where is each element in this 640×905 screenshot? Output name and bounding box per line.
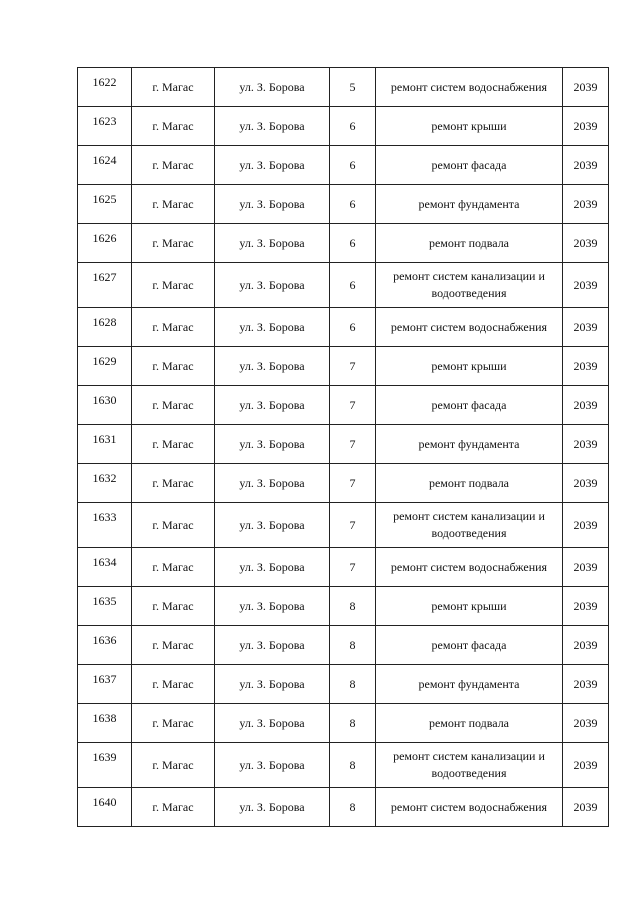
city-cell: г. Магас bbox=[132, 548, 215, 587]
year-cell: 2039 bbox=[563, 224, 609, 263]
table-row bbox=[78, 308, 609, 347]
work-type-cell: ремонт фасада bbox=[376, 146, 563, 185]
city-cell: г. Магас bbox=[132, 386, 215, 425]
row-number: 1625 bbox=[78, 185, 132, 224]
table-row bbox=[78, 386, 609, 425]
year-cell: 2039 bbox=[563, 185, 609, 224]
work-type-cell: ремонт фундамента bbox=[376, 185, 563, 224]
city-cell: г. Магас bbox=[132, 626, 215, 665]
table-row bbox=[78, 146, 609, 185]
year-cell: 2039 bbox=[563, 788, 609, 827]
row-number: 1627 bbox=[78, 263, 132, 308]
street-cell: ул. З. Борова bbox=[215, 548, 330, 587]
row-number: 1628 bbox=[78, 308, 132, 347]
repair-schedule-table bbox=[77, 67, 609, 827]
table-row bbox=[78, 263, 609, 308]
row-number: 1626 bbox=[78, 224, 132, 263]
row-number: 1640 bbox=[78, 788, 132, 827]
table-row bbox=[78, 347, 609, 386]
row-number: 1639 bbox=[78, 743, 132, 788]
house-number-cell: 6 bbox=[330, 185, 376, 224]
work-type-cell: ремонт систем канализации и водоотведения bbox=[376, 743, 563, 788]
city-cell: г. Магас bbox=[132, 503, 215, 548]
street-cell: ул. З. Борова bbox=[215, 224, 330, 263]
row-number: 1635 bbox=[78, 587, 132, 626]
house-number-cell: 6 bbox=[330, 146, 376, 185]
work-type-cell: ремонт крыши bbox=[376, 587, 563, 626]
house-number-cell: 7 bbox=[330, 548, 376, 587]
house-number-cell: 8 bbox=[330, 788, 376, 827]
city-cell: г. Магас bbox=[132, 464, 215, 503]
work-type-cell: ремонт систем канализации и водоотведения bbox=[376, 263, 563, 308]
street-cell: ул. З. Борова bbox=[215, 665, 330, 704]
house-number-cell: 8 bbox=[330, 704, 376, 743]
house-number-cell: 5 bbox=[330, 68, 376, 107]
work-type-cell: ремонт подвала bbox=[376, 464, 563, 503]
street-cell: ул. З. Борова bbox=[215, 503, 330, 548]
table-row bbox=[78, 626, 609, 665]
street-cell: ул. З. Борова bbox=[215, 626, 330, 665]
city-cell: г. Магас bbox=[132, 224, 215, 263]
city-cell: г. Магас bbox=[132, 107, 215, 146]
street-cell: ул. З. Борова bbox=[215, 425, 330, 464]
year-cell: 2039 bbox=[563, 146, 609, 185]
house-number-cell: 7 bbox=[330, 386, 376, 425]
table-row bbox=[78, 425, 609, 464]
year-cell: 2039 bbox=[563, 665, 609, 704]
city-cell: г. Магас bbox=[132, 743, 215, 788]
year-cell: 2039 bbox=[563, 386, 609, 425]
work-type-cell: ремонт фундамента bbox=[376, 425, 563, 464]
row-number: 1638 bbox=[78, 704, 132, 743]
year-cell: 2039 bbox=[563, 503, 609, 548]
row-number: 1623 bbox=[78, 107, 132, 146]
house-number-cell: 7 bbox=[330, 425, 376, 464]
table-row bbox=[78, 788, 609, 827]
year-cell: 2039 bbox=[563, 425, 609, 464]
house-number-cell: 6 bbox=[330, 224, 376, 263]
house-number-cell: 8 bbox=[330, 665, 376, 704]
table-row bbox=[78, 107, 609, 146]
row-number: 1624 bbox=[78, 146, 132, 185]
row-number: 1636 bbox=[78, 626, 132, 665]
year-cell: 2039 bbox=[563, 347, 609, 386]
year-cell: 2039 bbox=[563, 263, 609, 308]
work-type-cell: ремонт крыши bbox=[376, 107, 563, 146]
year-cell: 2039 bbox=[563, 587, 609, 626]
work-type-cell: ремонт подвала bbox=[376, 224, 563, 263]
work-type-cell: ремонт фасада bbox=[376, 626, 563, 665]
row-number: 1637 bbox=[78, 665, 132, 704]
row-number: 1634 bbox=[78, 548, 132, 587]
table-row bbox=[78, 704, 609, 743]
year-cell: 2039 bbox=[563, 743, 609, 788]
city-cell: г. Магас bbox=[132, 704, 215, 743]
table-row bbox=[78, 185, 609, 224]
work-type-cell: ремонт фундамента bbox=[376, 665, 563, 704]
row-number: 1622 bbox=[78, 68, 132, 107]
street-cell: ул. З. Борова bbox=[215, 788, 330, 827]
house-number-cell: 7 bbox=[330, 464, 376, 503]
street-cell: ул. З. Борова bbox=[215, 263, 330, 308]
table-row bbox=[78, 464, 609, 503]
street-cell: ул. З. Борова bbox=[215, 107, 330, 146]
house-number-cell: 7 bbox=[330, 347, 376, 386]
table-row bbox=[78, 548, 609, 587]
house-number-cell: 8 bbox=[330, 587, 376, 626]
city-cell: г. Магас bbox=[132, 788, 215, 827]
city-cell: г. Магас bbox=[132, 665, 215, 704]
work-type-cell: ремонт подвала bbox=[376, 704, 563, 743]
city-cell: г. Магас bbox=[132, 425, 215, 464]
row-number: 1633 bbox=[78, 503, 132, 548]
house-number-cell: 8 bbox=[330, 743, 376, 788]
work-type-cell: ремонт фасада bbox=[376, 386, 563, 425]
house-number-cell: 8 bbox=[330, 626, 376, 665]
row-number: 1630 bbox=[78, 386, 132, 425]
table-row bbox=[78, 68, 609, 107]
city-cell: г. Магас bbox=[132, 263, 215, 308]
work-type-cell: ремонт систем канализации и водоотведения bbox=[376, 503, 563, 548]
work-type-cell: ремонт крыши bbox=[376, 347, 563, 386]
year-cell: 2039 bbox=[563, 704, 609, 743]
work-type-cell: ремонт систем водоснабжения bbox=[376, 548, 563, 587]
street-cell: ул. З. Борова bbox=[215, 743, 330, 788]
work-type-cell: ремонт систем водоснабжения bbox=[376, 68, 563, 107]
table-row bbox=[78, 665, 609, 704]
city-cell: г. Магас bbox=[132, 146, 215, 185]
city-cell: г. Магас bbox=[132, 185, 215, 224]
year-cell: 2039 bbox=[563, 548, 609, 587]
street-cell: ул. З. Борова bbox=[215, 704, 330, 743]
row-number: 1631 bbox=[78, 425, 132, 464]
table-row bbox=[78, 503, 609, 548]
row-number: 1629 bbox=[78, 347, 132, 386]
year-cell: 2039 bbox=[563, 626, 609, 665]
street-cell: ул. З. Борова bbox=[215, 308, 330, 347]
house-number-cell: 7 bbox=[330, 503, 376, 548]
year-cell: 2039 bbox=[563, 107, 609, 146]
street-cell: ул. З. Борова bbox=[215, 347, 330, 386]
street-cell: ул. З. Борова bbox=[215, 185, 330, 224]
street-cell: ул. З. Борова bbox=[215, 386, 330, 425]
city-cell: г. Магас bbox=[132, 587, 215, 626]
city-cell: г. Магас bbox=[132, 68, 215, 107]
street-cell: ул. З. Борова bbox=[215, 587, 330, 626]
table-row bbox=[78, 743, 609, 788]
year-cell: 2039 bbox=[563, 308, 609, 347]
row-number: 1632 bbox=[78, 464, 132, 503]
work-type-cell: ремонт систем водоснабжения bbox=[376, 308, 563, 347]
house-number-cell: 6 bbox=[330, 107, 376, 146]
table-row bbox=[78, 587, 609, 626]
house-number-cell: 6 bbox=[330, 308, 376, 347]
street-cell: ул. З. Борова bbox=[215, 146, 330, 185]
city-cell: г. Магас bbox=[132, 308, 215, 347]
house-number-cell: 6 bbox=[330, 263, 376, 308]
city-cell: г. Магас bbox=[132, 347, 215, 386]
year-cell: 2039 bbox=[563, 464, 609, 503]
street-cell: ул. З. Борова bbox=[215, 68, 330, 107]
work-type-cell: ремонт систем водоснабжения bbox=[376, 788, 563, 827]
table-row bbox=[78, 224, 609, 263]
street-cell: ул. З. Борова bbox=[215, 464, 330, 503]
table-body bbox=[78, 68, 609, 827]
year-cell: 2039 bbox=[563, 68, 609, 107]
